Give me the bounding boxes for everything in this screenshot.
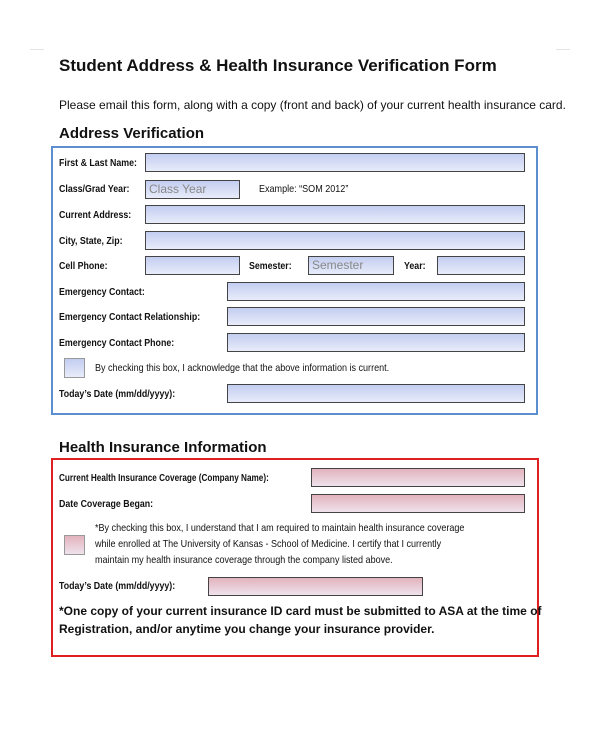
- insurance-ack-line: while enrolled at The University of Kansas - School of Medicine. I certify that I currently: [95, 538, 442, 550]
- intro-text: Please email this form, along with a copy (front and back) of your current health insurance card.: [59, 98, 566, 112]
- date-label: Today’s Date (mm/dd/yyyy):: [59, 388, 176, 400]
- address-field[interactable]: [145, 205, 525, 224]
- class-label: Class/Grad Year:: [59, 183, 130, 195]
- cell-phone-field[interactable]: [145, 256, 240, 275]
- emergency-phone-label: Emergency Contact Phone:: [59, 337, 175, 349]
- coverage-label: Current Health Insurance Coverage (Company Name):: [59, 472, 269, 484]
- relationship-label: Emergency Contact Relationship:: [59, 311, 201, 323]
- acknowledge-text: By checking this box, I acknowledge that the above information is current.: [95, 362, 390, 374]
- name-label: First & Last Name:: [59, 157, 137, 169]
- insurance-ack-line: maintain my health insurance coverage through the company listed above.: [95, 554, 393, 566]
- emergency-label: Emergency Contact:: [59, 286, 145, 298]
- page-edge: [30, 49, 44, 50]
- insurance-ack-line: *By checking this box, I understand that I am required to maintain health insurance coverage: [95, 522, 465, 534]
- relationship-field[interactable]: [227, 307, 525, 326]
- health-date-label: Today’s Date (mm/dd/yyyy):: [59, 580, 176, 592]
- health-heading: Health Insurance Information: [59, 439, 267, 456]
- address-heading: Address Verification: [59, 125, 205, 142]
- semester-label: Semester:: [249, 260, 292, 272]
- name-field[interactable]: [145, 153, 525, 172]
- insurance-checkbox[interactable]: [64, 535, 85, 555]
- note-line: *One copy of your current insurance ID card must be submitted to ASA at the time of: [59, 604, 542, 618]
- coverage-began-field[interactable]: [311, 494, 525, 513]
- emergency-contact-field[interactable]: [227, 282, 525, 301]
- page-edge: [556, 49, 570, 50]
- semester-field[interactable]: Semester: [308, 256, 394, 275]
- year-field[interactable]: [437, 256, 525, 275]
- date-field[interactable]: [227, 384, 525, 403]
- class-example: Example: “SOM 2012”: [259, 183, 349, 195]
- emergency-phone-field[interactable]: [227, 333, 525, 352]
- health-date-field[interactable]: [208, 577, 423, 596]
- coverage-field[interactable]: [311, 468, 525, 487]
- form-title: Student Address & Health Insurance Verification Form: [59, 56, 497, 75]
- began-label: Date Coverage Began:: [59, 498, 154, 510]
- note-line: Registration, and/or anytime you change your insurance provider.: [59, 622, 435, 636]
- address-label: Current Address:: [59, 209, 132, 221]
- city-state-zip-field[interactable]: [145, 231, 525, 250]
- city-label: City, State, Zip:: [59, 235, 123, 247]
- cell-label: Cell Phone:: [59, 260, 108, 272]
- year-label: Year:: [404, 260, 426, 272]
- class-year-field[interactable]: Class Year: [145, 180, 240, 199]
- acknowledge-checkbox[interactable]: [64, 358, 85, 378]
